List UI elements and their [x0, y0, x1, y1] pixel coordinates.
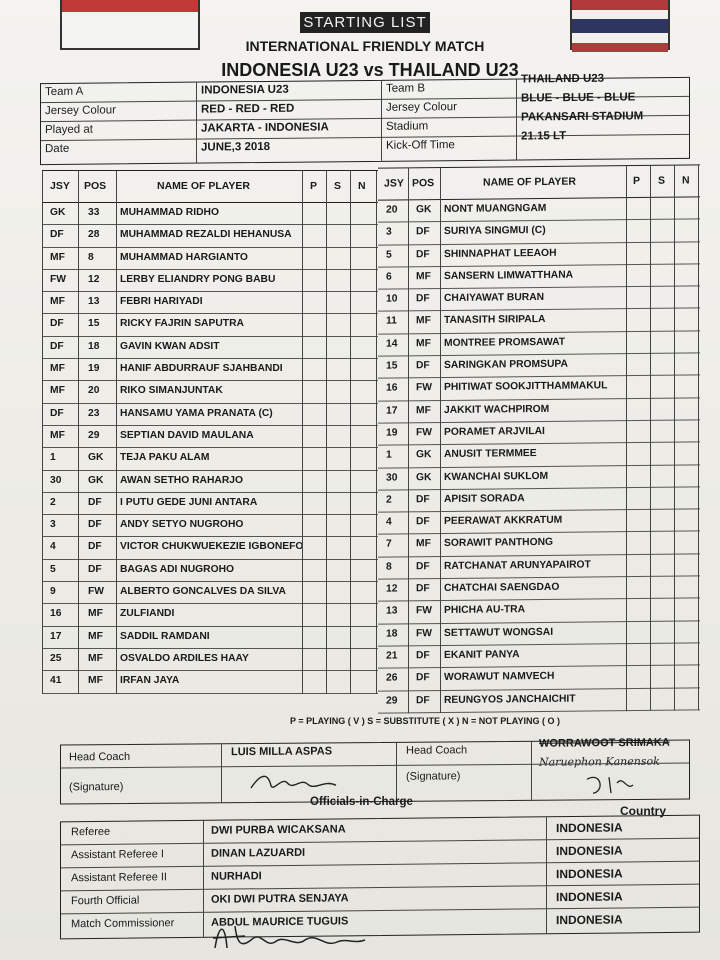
player-row	[42, 337, 378, 359]
country-title: Country	[620, 804, 666, 818]
team-a-name: INDONESIA U23	[201, 83, 289, 97]
player-jsy: 5	[386, 249, 392, 261]
player-pos-cell: 8	[88, 251, 94, 263]
signature-label-b: (Signature)	[406, 770, 461, 783]
player-pos: DF	[416, 494, 430, 506]
player-jsy: 20	[386, 204, 398, 216]
official-name: ABDUL MAURICE TUGUIS	[211, 915, 349, 929]
player-jsy-cell: MF	[50, 385, 65, 397]
player-pos-cell: GK	[88, 452, 104, 464]
col-name: NAME OF PLAYER	[157, 180, 250, 192]
player-pos-cell: 29	[88, 429, 100, 441]
player-pos-cell: DF	[88, 496, 102, 508]
official-role: Match Commissioner	[71, 917, 175, 931]
player-row	[42, 515, 378, 537]
player-row	[42, 203, 378, 225]
player-jsy: 12	[386, 583, 398, 595]
player-pos: DF	[416, 672, 430, 684]
team-b-name: THAILAND U23	[521, 72, 605, 86]
player-pos: DF	[416, 516, 430, 528]
jersey-label: Jersey Colour	[45, 104, 116, 118]
date-label: Date	[45, 142, 70, 156]
player-row	[42, 537, 378, 559]
player-jsy: 14	[386, 338, 398, 350]
player-pos: FW	[416, 605, 433, 617]
kickoff-label: Kick-Off Time	[386, 139, 455, 152]
player-jsy-cell: 3	[50, 519, 56, 531]
player-pos-cell: MF	[88, 675, 103, 687]
kickoff-value: 21.15 LT	[521, 130, 567, 143]
team-a-label: Team A	[45, 85, 84, 99]
player-jsy: 11	[386, 315, 397, 328]
player-row	[42, 560, 378, 582]
player-row	[42, 627, 378, 649]
official-name: DINAN LAZUARDI	[211, 846, 306, 860]
player-jsy: 26	[386, 672, 398, 684]
officials-table	[60, 815, 700, 940]
head-coach-table	[60, 736, 690, 805]
table-header	[378, 165, 700, 200]
player-pos-cell: DF	[88, 519, 102, 531]
player-row	[42, 270, 378, 292]
player-name: IRFAN JAYA	[120, 675, 180, 687]
col-jsy: JSY	[384, 177, 404, 190]
team-b-coach: WORRAWOOT SRIMAKA	[539, 736, 670, 750]
official-role: Assistant Referee I	[71, 848, 164, 862]
player-pos-cell: 13	[88, 296, 100, 308]
player-name: APISIT SORADA	[444, 493, 525, 505]
official-role: Referee	[71, 825, 111, 839]
player-pos: MF	[416, 404, 431, 416]
player-row	[42, 404, 378, 426]
player-name: MUHAMMAD RIDHO	[120, 207, 219, 218]
played-at-value: JAKARTA - INDONESIA	[201, 121, 329, 135]
player-name: EKANIT PANYA	[444, 649, 520, 661]
document-title: STARTING LIST	[300, 12, 430, 33]
player-jsy: 7	[386, 538, 392, 551]
player-jsy: 13	[386, 605, 398, 617]
player-name: LERBY ELIANDRY PONG BABU	[120, 273, 276, 285]
player-jsy: 21	[386, 650, 398, 662]
player-pos: DF	[416, 694, 430, 706]
team-a-player-table	[42, 170, 378, 694]
player-pos-cell: DF	[88, 563, 102, 575]
player-jsy-cell: 4	[50, 541, 56, 553]
player-name: CHATCHAI SAENGDAO	[444, 581, 560, 595]
player-row	[42, 292, 378, 314]
player-jsy: 8	[386, 561, 392, 573]
player-name: ANUSIT TERMMEE	[444, 448, 537, 461]
player-row	[42, 582, 378, 604]
player-jsy-cell: 17	[50, 630, 62, 642]
player-name: PORAMET ARJVILAI	[444, 425, 545, 438]
team-a-jersey: RED - RED - RED	[201, 102, 295, 116]
player-pos: FW	[416, 427, 433, 439]
player-name: RICKY FAJRIN SAPUTRA	[120, 318, 244, 330]
player-name: REUNGYOS JANCHAICHIT	[444, 693, 576, 706]
player-pos: DF	[416, 560, 430, 573]
player-name: PHITIWAT SOOKJITTHAMMAKUL	[444, 380, 608, 394]
player-pos-cell: 15	[88, 318, 100, 330]
official-country: INDONESIA	[556, 889, 623, 905]
player-pos: DF	[416, 293, 430, 305]
player-jsy-cell: 16	[50, 608, 62, 620]
player-pos-cell: 19	[88, 363, 100, 375]
player-name: ANDY SETYO NUGROHO	[120, 519, 244, 531]
player-pos-cell: 23	[88, 407, 100, 419]
player-jsy: 17	[386, 405, 398, 417]
player-row	[42, 314, 378, 336]
col-p: P	[310, 180, 318, 192]
player-row	[42, 426, 378, 448]
player-pos-cell: FW	[88, 586, 105, 598]
player-row	[42, 225, 378, 247]
player-name: MUHAMMAD HARGIANTO	[120, 251, 248, 263]
player-jsy: 10	[386, 293, 398, 305]
player-name: BAGAS ADI NUGROHO	[120, 563, 235, 575]
player-name: SANSERN LIMWATTHANA	[444, 269, 574, 282]
thailand-flag-icon	[570, 0, 670, 50]
player-name: OSVALDO ARDILES HAAY	[120, 652, 249, 664]
player-name: VICTOR CHUKWUEKEZIE IGBONEFO	[120, 541, 304, 553]
player-pos-cell: 20	[88, 385, 100, 397]
col-pos: POS	[412, 177, 435, 190]
player-name: TEJA PAKU ALAM	[120, 452, 210, 464]
official-name: DWI PURBA WICAKSANA	[211, 823, 346, 837]
player-name: SHINNAPHAT LEEAOH	[444, 247, 557, 260]
player-name: HANSAMU YAMA PRANATA (C)	[120, 407, 273, 419]
player-jsy-cell: 1	[50, 452, 56, 464]
player-pos: GK	[416, 471, 432, 483]
match-info-table	[40, 72, 690, 165]
player-name: SARINGKAN PROMSUPA	[444, 358, 568, 372]
date-value: JUNE,3 2018	[201, 140, 271, 154]
player-name: RATCHANAT ARUNYAPAIROT	[444, 559, 591, 572]
player-row	[42, 493, 378, 515]
indonesia-flag-icon	[60, 0, 200, 50]
player-jsy-cell: MF	[50, 429, 65, 441]
player-row	[42, 359, 378, 381]
player-jsy-cell: MF	[50, 296, 65, 308]
official-country: INDONESIA	[556, 912, 623, 928]
player-pos-cell: MF	[88, 608, 103, 620]
player-pos: FW	[416, 382, 433, 394]
team-a-coach: LUIS MILLA ASPAS	[231, 745, 333, 759]
official-role: Assistant Referee II	[71, 871, 167, 885]
player-pos-cell: 33	[88, 207, 100, 218]
player-name: PHICHA AU-TRA	[444, 604, 526, 617]
player-jsy: 30	[386, 472, 398, 484]
player-pos-cell: 18	[88, 340, 100, 352]
player-row	[42, 671, 378, 693]
player-row	[42, 448, 378, 470]
player-pos: MF	[416, 315, 431, 327]
player-row	[42, 604, 378, 626]
player-pos-cell: DF	[88, 541, 102, 553]
player-jsy-cell: 41	[50, 675, 62, 687]
team-b-jersey-label: Jersey Colour	[386, 101, 457, 114]
match-type: INTERNATIONAL FRIENDLY MATCH	[245, 38, 485, 54]
player-jsy-cell: 9	[50, 586, 56, 598]
player-row	[42, 381, 378, 403]
player-jsy: 29	[386, 695, 398, 707]
player-name: SETTAWUT WONGSAI	[444, 626, 554, 639]
player-name: MUHAMMAD REZALDI HEHANUSA	[120, 229, 292, 241]
official-country: INDONESIA	[556, 843, 623, 859]
player-name: MONTREE PROMSAWAT	[444, 336, 566, 349]
player-pos-cell: GK	[88, 474, 104, 486]
player-jsy-cell: 5	[50, 563, 56, 575]
player-name: PEERAWAT AKKRATUM	[444, 514, 563, 528]
player-name: AWAN SETHO RAHARJO	[120, 474, 243, 486]
player-pos: MF	[416, 538, 431, 550]
match-title: INDONESIA U23 vs THAILAND U23	[221, 60, 519, 80]
team-b-player-table	[378, 164, 700, 713]
player-pos-cell: 28	[88, 229, 100, 241]
col-n: N	[358, 180, 366, 192]
player-name: SURIYA SINGMUI (C)	[444, 225, 546, 238]
player-jsy: 19	[386, 427, 398, 439]
player-name: WORAWUT NAMVECH	[444, 671, 555, 684]
team-b-signature-icon	[581, 771, 641, 797]
player-name: I PUTU GEDE JUNI ANTARA	[120, 496, 258, 508]
col-n: N	[682, 174, 690, 187]
player-pos-cell: MF	[88, 652, 103, 664]
official-name: OKI DWI PUTRA SENJAYA	[211, 892, 349, 906]
player-jsy: 18	[386, 628, 398, 640]
player-name: HANIF ABDURRAUF SJAHBANDI	[120, 363, 283, 375]
player-name: SORAWIT PANTHONG	[444, 537, 554, 550]
player-pos-cell: MF	[88, 630, 103, 642]
player-jsy-cell: 30	[50, 474, 62, 486]
col-s: S	[658, 174, 666, 187]
player-jsy: 2	[386, 494, 392, 506]
player-pos: GK	[416, 204, 432, 216]
player-jsy-cell: DF	[50, 407, 64, 419]
player-pos: DF	[416, 650, 430, 662]
player-row	[378, 688, 700, 714]
status-legend: P = PLAYING ( V ) S = SUBSTITUTE ( X ) N = NOT PLAYING ( O )	[290, 716, 560, 726]
col-p: P	[633, 174, 641, 188]
player-name: TANASITH SIRIPALA	[444, 314, 546, 327]
player-jsy: 3	[386, 226, 392, 238]
table-header	[42, 171, 378, 203]
team-b-label: Team B	[386, 82, 425, 95]
player-jsy: 6	[386, 271, 392, 283]
player-pos: MF	[416, 337, 431, 350]
player-jsy-cell: MF	[50, 363, 65, 375]
player-jsy: 15	[386, 360, 398, 372]
official-role: Fourth Official	[71, 894, 140, 908]
player-name: SADDIL RAMDANI	[120, 630, 210, 642]
player-jsy: 16	[386, 382, 398, 394]
player-jsy-cell: DF	[50, 318, 64, 330]
col-jsy: JSY	[50, 180, 70, 192]
stadium-value: PAKANSARI STADIUM	[521, 110, 644, 124]
player-name: NONT MUANGNGAM	[444, 202, 547, 215]
player-row	[42, 471, 378, 493]
official-country: INDONESIA	[556, 866, 623, 882]
player-pos: DF	[416, 583, 430, 595]
player-jsy-cell: MF	[50, 251, 65, 263]
player-jsy: 4	[386, 516, 392, 528]
col-pos: POS	[84, 180, 107, 192]
player-name: ZULFIANDI	[120, 608, 175, 620]
head-coach-label-a: Head Coach	[69, 750, 131, 764]
player-pos-cell: 12	[88, 273, 100, 285]
player-name: CHAIYAWAT BURAN	[444, 292, 545, 305]
player-name: ALBERTO GONCALVES DA SILVA	[120, 586, 286, 598]
player-pos: MF	[416, 271, 431, 283]
player-pos: DF	[416, 226, 430, 238]
official-name: NURHADI	[211, 870, 262, 883]
commissioner-signature-icon	[205, 918, 375, 958]
officials-title: Officials-in-Charge	[310, 796, 413, 808]
player-name: FEBRI HARIYADI	[120, 296, 203, 308]
head-coach-label-b: Head Coach	[406, 744, 468, 757]
player-name: GAVIN KWAN ADSIT	[120, 340, 220, 352]
player-pos: DF	[416, 360, 430, 372]
player-pos: DF	[416, 248, 430, 260]
team-b-handwritten-name: Naruephon Kanensok	[539, 754, 660, 769]
stadium-label: Stadium	[386, 120, 429, 133]
player-jsy-cell: 25	[50, 652, 62, 664]
player-name: JAKKIT WACHPIROM	[444, 403, 550, 416]
player-jsy-cell: 2	[50, 496, 56, 508]
official-country: INDONESIA	[556, 820, 623, 836]
played-at-label: Played at	[45, 123, 93, 137]
col-name: NAME OF PLAYER	[483, 175, 576, 189]
coach-signature-icon	[246, 767, 356, 796]
player-name: RIKO SIMANJUNTAK	[120, 385, 223, 397]
player-jsy-cell: FW	[50, 273, 67, 285]
signature-label-a: (Signature)	[69, 780, 124, 794]
player-jsy-cell: DF	[50, 340, 64, 352]
player-jsy-cell: DF	[50, 229, 64, 241]
team-b-jersey: BLUE - BLUE - BLUE	[521, 91, 636, 105]
player-row	[42, 649, 378, 671]
player-name: KWANCHAI SUKLOM	[444, 470, 549, 483]
player-pos: FW	[416, 627, 433, 639]
col-s: S	[334, 180, 342, 192]
player-row	[42, 248, 378, 270]
player-jsy-cell: GK	[50, 207, 66, 218]
player-pos: GK	[416, 449, 432, 461]
player-name: SEPTIAN DAVID MAULANA	[120, 429, 254, 441]
player-jsy: 1	[386, 449, 392, 461]
